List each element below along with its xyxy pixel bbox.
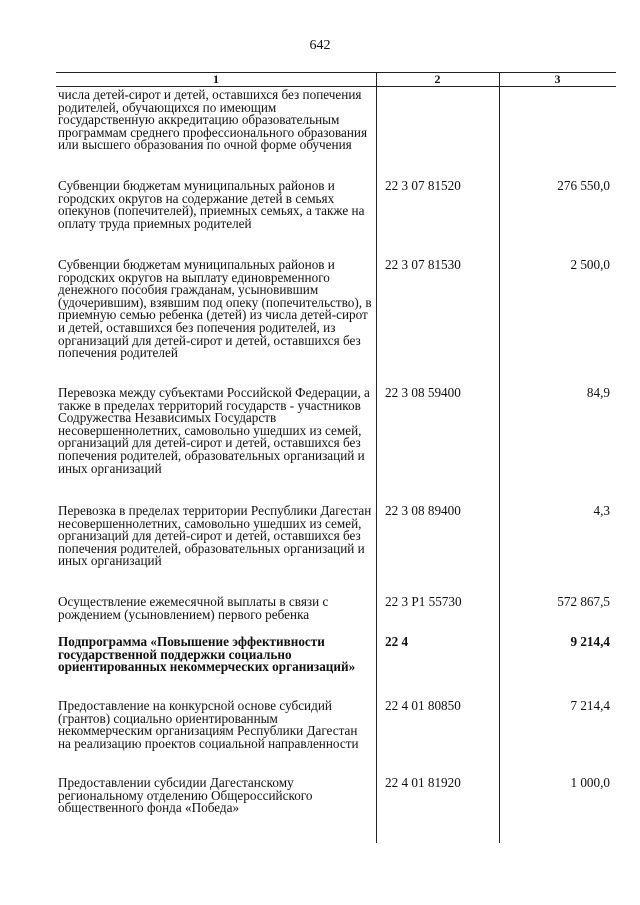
row-description: Предоставлении субсидии Дагестанскому региональному отделению Общероссийского общественного фонда «Победа» — [58, 775, 313, 816]
row-amount: 1 000,0 — [570, 775, 610, 790]
row-code: 22 4 01 81920 — [385, 775, 461, 790]
row-code: 22 3 P1 55730 — [385, 594, 462, 609]
row-amount: 572 867,5 — [557, 594, 610, 609]
column-divider — [376, 73, 377, 843]
row-amount: 4,3 — [593, 503, 610, 518]
row-code: 22 3 07 81530 — [385, 257, 461, 272]
row-amount: 84,9 — [586, 385, 610, 400]
row-amount: 7 214,4 — [570, 698, 610, 713]
row-description: Предоставление на конкурсной основе субсидий (грантов) социально ориентированным некоммерческим организациям Республики Дагестан на реализацию проектов социальной направленности — [58, 698, 359, 751]
row-code: 22 3 08 89400 — [385, 503, 461, 518]
row-description: Подпрограмма «Повышение эффективности государственной поддержки социально ориентированных некоммерческих организаций» — [58, 634, 356, 675]
row-amount: 9 214,4 — [570, 634, 610, 649]
header-col-2: 2 — [434, 72, 441, 86]
budget-table — [56, 72, 616, 843]
row-description: Субвенции бюджетам муниципальных районов и городских округов на выплату единовременного денежного пособия гражданам, усыновившим (удочерившим), взявшим под опеку (попечительство), в приемную семью ребенка (детей) из числа детей-сирот и детей, оставшихся без попечения родителей, из организаций для детей-сирот и детей, оставшихся без попечения родителей — [58, 257, 372, 361]
table-header — [56, 73, 616, 87]
row-amount: 276 550,0 — [557, 178, 610, 193]
header-col-3: 3 — [554, 72, 561, 86]
row-description: Осуществление ежемесячной выплаты в связи с рождением (усыновлением) первого ребенка — [58, 594, 329, 622]
row-code: 22 4 — [385, 634, 409, 649]
row-description: числа детей-сирот и детей, оставшихся без попечения родителей, обучающихся по имеющим государственную аккредитацию образовательным программам среднего профессионального образования или высшего образования по очной форме обучения — [58, 87, 368, 153]
row-description: Перевозка в пределах территории Республики Дагестан несовершеннолетних, самовольно ушедших из семей, организаций для детей-сирот и детей, оставшихся без попечения родителей, образовательных организаций и иных организаций — [58, 503, 372, 569]
row-description: Субвенции бюджетам муниципальных районов и городских округов на содержание детей в семьях опекунов (попечителей), приемных семьях, а также на оплату труда приемных родителей — [58, 178, 365, 231]
header-col-1: 1 — [213, 72, 219, 86]
row-amount: 2 500,0 — [570, 257, 610, 272]
row-code: 22 3 07 81520 — [385, 178, 461, 193]
row-code: 22 4 01 80850 — [385, 698, 461, 713]
row-description: Перевозка между субъектами Российской Федерации, а также в пределах территорий государств - участников Содружества Независимых Государств несовершеннолетних, самовольно ушедших из семей, организаций для детей-сирот и детей, оставшихся без попечения родителей, образовательных организаций и иных организаций — [58, 385, 370, 476]
page-number: 642 — [309, 38, 331, 53]
row-code: 22 3 08 59400 — [385, 385, 461, 400]
